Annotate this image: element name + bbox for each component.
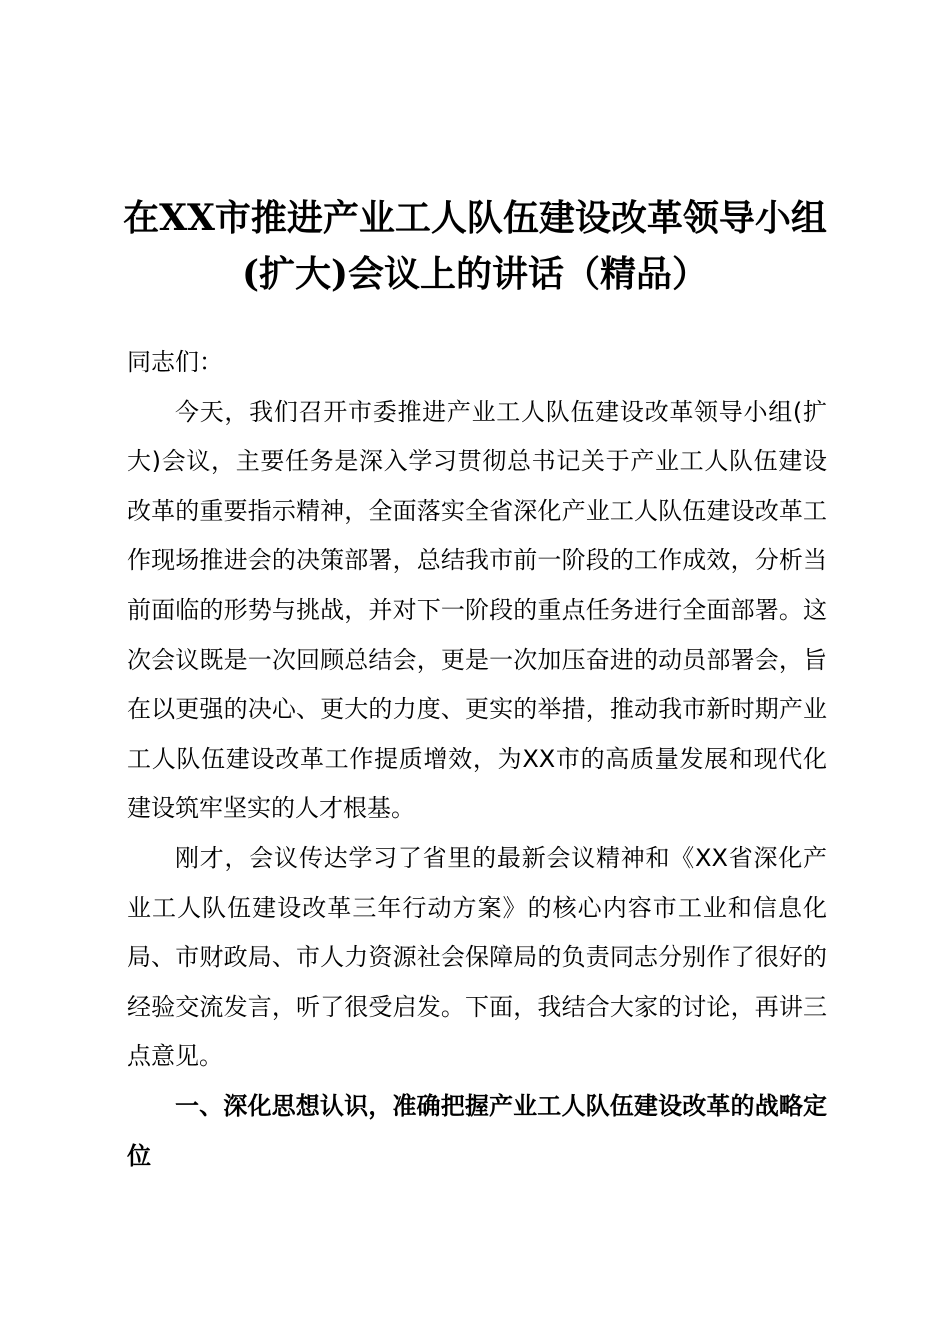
document-body [127,338,827,1181]
salutation: 同志们： [127,348,223,376]
paragraph-review: 刚才，会议传达学习了省里的最新会议精神和《XX省深化产业工人队伍建设改革三年行动方案》的核心内容市工业和信息化局、市财政局、市人力资源社会保障局的负责同志分别作了很好的经验交流发言，听了很受启发。下面，我结合大家的讨论，再讲三点意见。 [127,843,827,1071]
paragraph-opening: 今天，我们召开市委推进产业工人队伍建设改革领导小组(扩大)会议，主要任务是深入学习贯彻总书记关于产业工人队伍建设改革的重要指示精神，全面落实全省深化产业工人队伍建设改革工作现场推进会的决策部署，总结我市前一阶段的工作成效，分析当前面临的形势与挑战，并对下一阶段的重点任务进行全面部署。这次会议既是一次回顾总结会，更是一次加压奋进的动员部署会，旨在以更强的决心、更大的力度、更实的举措，推动我市新时期产业工人队伍建设改革工作提质增效，为XX市的高质量发展和现代化建设筑牢坚实的人才根基。 [127,397,827,823]
document-title: 在XX市推进产业工人队伍建设改革领导小组(扩大)会议上的讲话（精品） [123,197,827,295]
section-heading: 一、深化思想认识，准确把握产业工人队伍建设改革的战略定位 [127,1091,827,1170]
